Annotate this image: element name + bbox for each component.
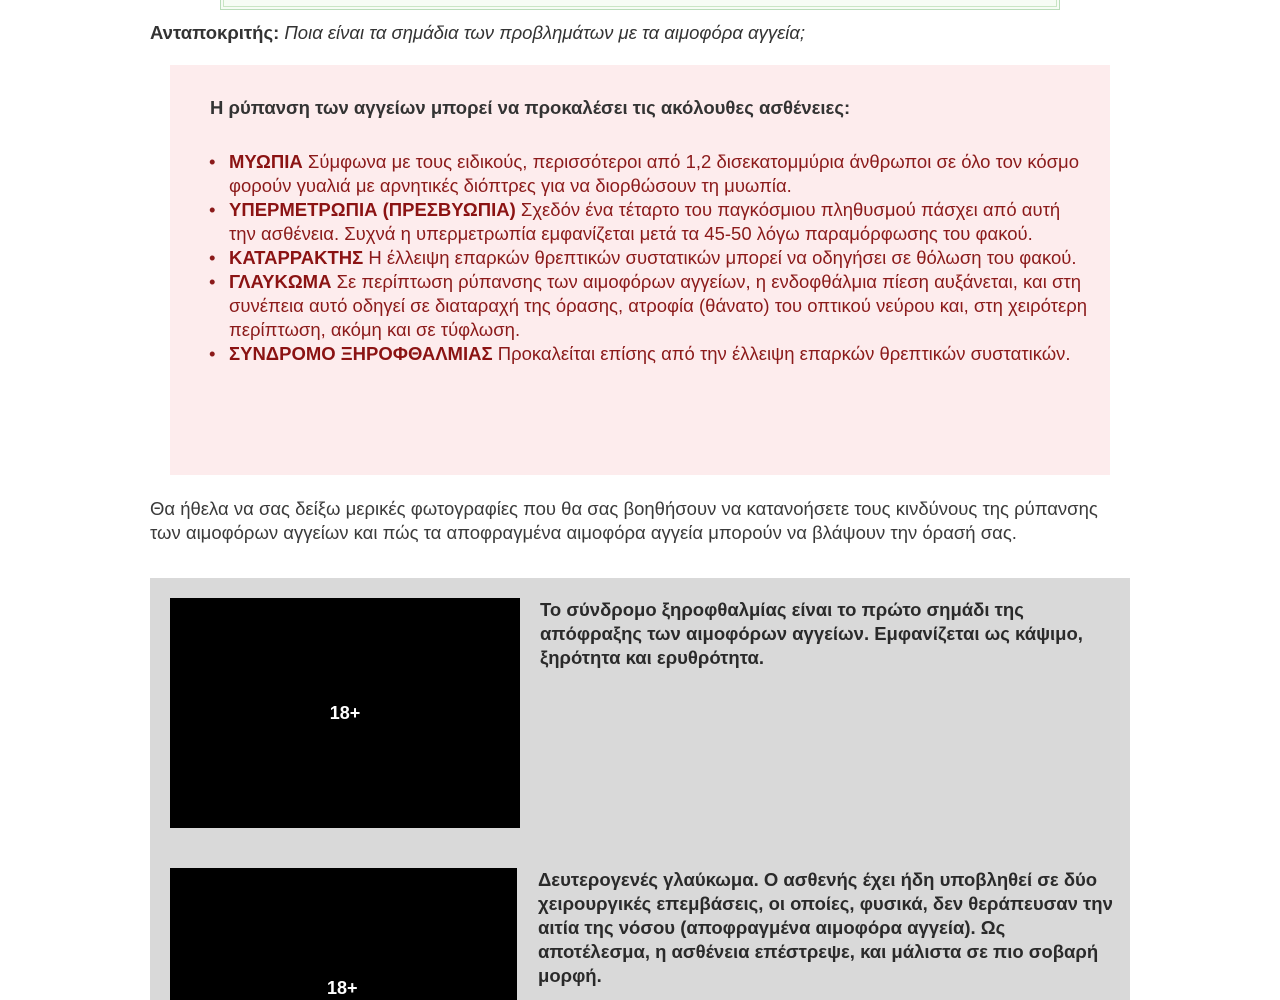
disease-description: Σύμφωνα με τους ειδικούς, περισσότεροι από 1,2 δισεκατομμύρια άνθρωποι σε όλο τον κόσμο φορούν γυαλιά με αρνητικές διόπτρες για να διορθώσουν τη μυωπία. bbox=[229, 151, 1080, 196]
diseases-info-box bbox=[170, 65, 1110, 475]
disease-term: ΜΥΩΠΙΑ bbox=[229, 151, 303, 172]
disease-description: Σχεδόν ένα τέταρτο του παγκόσμιου πληθυσμού πάσχει από αυτή την ασθένεια. Συχνά η υπερμετρωπία εμφανίζεται μετά τα 45-50 λόγω παραμόρφωσης του φακού. bbox=[229, 199, 1061, 244]
age-restriction-label: 18+ bbox=[327, 978, 358, 998]
censored-image[interactable] bbox=[170, 868, 517, 1000]
image-caption: Το σύνδρομο ξηροφθαλμίας είναι το πρώτο σημάδι της απόφραξης των αιμοφόρων αγγείων. Εμφανίζεται ως κάψιμο, ξηρότητα και ερυθρότητα. bbox=[540, 599, 1083, 668]
photo-gallery bbox=[150, 578, 1130, 1000]
disease-description: Σε περίπτωση ρύπανσης των αιμοφόρων αγγείων, η ενδοφθάλμια πίεση αυξάνεται, και στη συνέπεια αυτό οδηγεί σε διαταραχή της όρασης, ατροφία (θάνατο) του οπτικού νεύρου και, στη χειρότερη περίπτωση, ακόμη και σε τύφλωση. bbox=[229, 271, 1088, 340]
list-item bbox=[229, 270, 1089, 342]
disease-description: Προκαλείται επίσης από την έλλειψη επαρκών θρεπτικών συστατικών. bbox=[492, 343, 1071, 364]
disease-term: ΚΑΤΑΡΡΑΚΤΗΣ bbox=[229, 247, 364, 268]
disease-term: ΥΠΕΡΜΕΤΡΩΠΙΑ (ΠΡΕΣΒΥΩΠΙΑ) bbox=[229, 199, 516, 220]
question-text: Ποια είναι τα σημάδια των προβλημάτων με τα αιμοφόρα αγγεία; bbox=[284, 22, 806, 43]
age-restriction-label: 18+ bbox=[329, 702, 361, 723]
disease-term: ΣΥΝΔΡΟΜΟ ΞΗΡΟΦΘΑΛΜΙΑΣ bbox=[229, 343, 493, 364]
list-item bbox=[229, 246, 1089, 270]
correspondent-label: Ανταποκριτής: bbox=[150, 22, 280, 43]
intro-paragraph: Θα ήθελα να σας δείξω μερικές φωτογραφίες που θα σας βοηθήσουν να κατανοήσετε τους κινδύνους της ρύπανσης των αιμοφόρων αγγείων και πώς τα αποφραγμένα αιμοφόρα αγγεία μπορούν να βλάψουν την όρασή σας. bbox=[150, 498, 1098, 543]
disease-description: Η έλλειψη επαρκών θρεπτικών συστατικών μπορεί να οδηγήσει σε θόλωση του φακού. bbox=[363, 247, 1077, 268]
previous-content-box bbox=[220, 0, 1060, 10]
list-item bbox=[229, 198, 1089, 246]
disease-list bbox=[229, 150, 1089, 366]
image-caption: Δευτερογενές γλαύκωμα. Ο ασθενής έχει ήδη υποβληθεί σε δύο χειρουργικές επεμβάσεις, οι οποίες, φυσικά, δεν θεράπευσαν την αιτία της νόσου (αποφραγμένα αιμοφόρα αγγεία). Ως αποτέλεσμα, η ασθένεια επέστρεψε, και μάλιστα σε πιο σοβαρή μορφή. bbox=[538, 869, 1113, 986]
censored-image[interactable] bbox=[170, 598, 520, 828]
info-box-heading: Η ρύπανση των αγγείων μπορεί να προκαλέσει τις ακόλουθες ασθένειες: bbox=[210, 97, 851, 118]
list-item bbox=[229, 150, 1089, 198]
disease-term: ΓΛΑΥΚΩΜΑ bbox=[229, 271, 332, 292]
correspondent-question bbox=[150, 21, 805, 45]
list-item bbox=[229, 342, 1089, 366]
